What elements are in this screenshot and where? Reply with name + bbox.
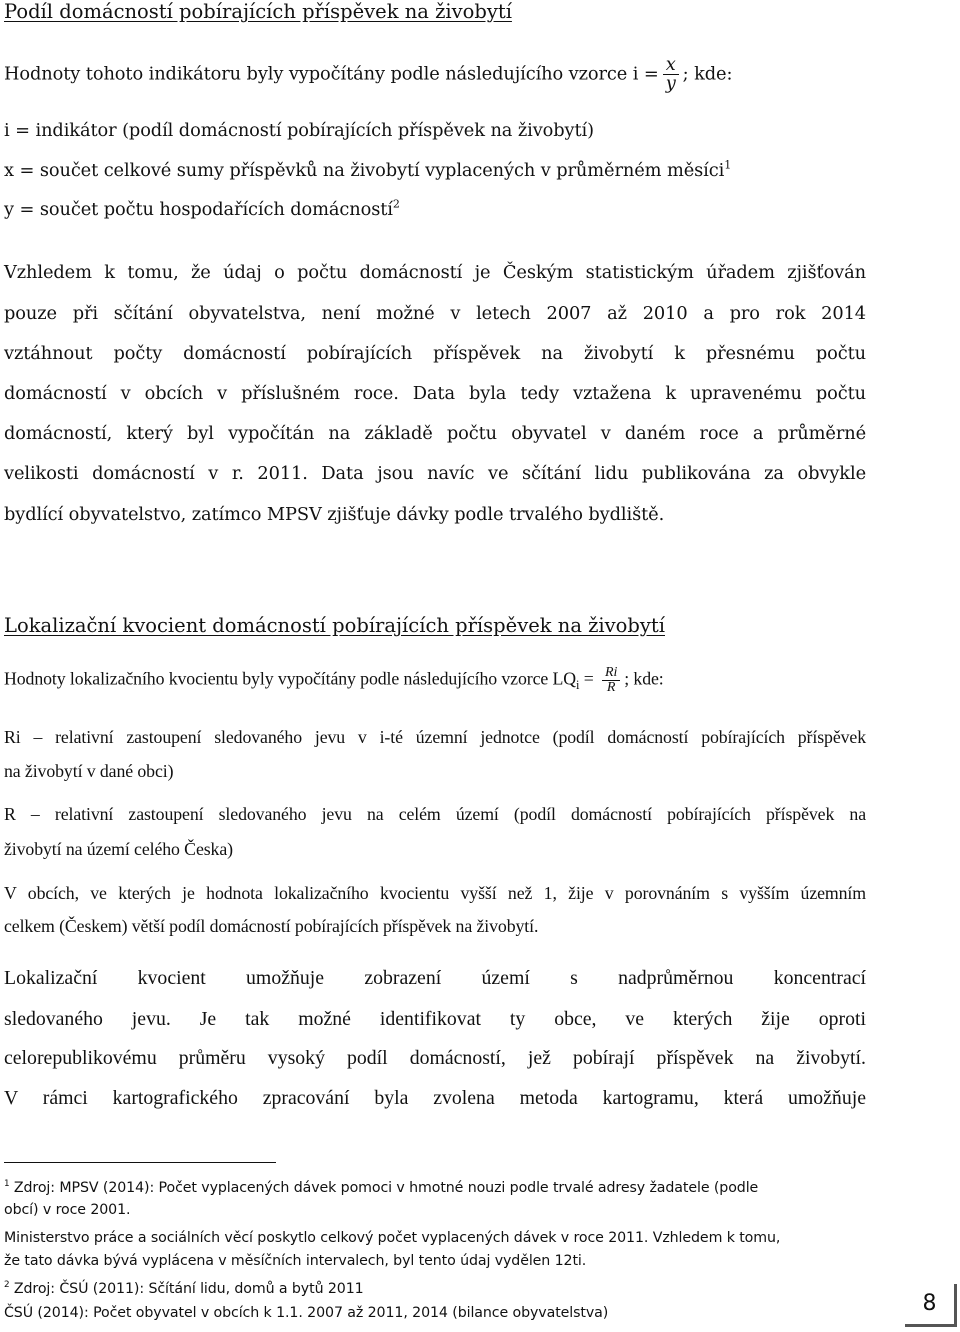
formula-fraction-ri-r	[602, 666, 620, 695]
para-line: velikosti domácností v r. 2011. Data jsou navíc ve sčítání lidu publikována za obvykle	[4, 463, 866, 484]
r-line: R – relativní zastoupení sledovaného jevu na celém území (podíl domácností pobírajících příspěvek na	[4, 804, 866, 824]
footnote-1-cont: obcí) v roce 2001.	[4, 1202, 131, 1218]
section-heading-2: Lokalizační kvocient domácností pobírajících příspěvek na živobytí	[4, 614, 665, 637]
definition-i: i = indikátor (podíl domácností pobírajících příspěvek na živobytí)	[4, 120, 594, 141]
footnote-1-extra: Ministerstvo práce a sociálních věcí poskytlo celkový počet vyplacených dávek v roce 2011. Vzhledem k tomu,	[4, 1230, 781, 1246]
footnote-ref-2: 2	[392, 197, 400, 211]
para-line: Vzhledem k tomu, že údaj o počtu domácností je Českým statistickým úřadem zjišťován	[4, 262, 866, 283]
ri-line: na živobytí v dané obci)	[4, 761, 174, 781]
para-line: pouze při sčítání obyvatelstva, není možné v letech 2007 až 2010 a pro rok 2014	[4, 303, 866, 324]
definition-x	[4, 160, 731, 181]
definition-x-text: x = součet celkové sumy příspěvků na živobytí vyplacených v průměrném měsíci	[4, 160, 725, 181]
para-line: vztáhnout počty domácností pobírajících příspěvek na živobytí k přesnému počtu	[4, 343, 866, 364]
definition-y	[4, 199, 400, 220]
footnote-1-text: Zdroj: MPSV (2014): Počet vyplacených dávek pomoci v hmotné nouzi podle trvalé adresy žadatele (podle	[9, 1180, 759, 1196]
formula-numerator: Ri	[602, 666, 620, 681]
r-line: živobytí na území celého Česka)	[4, 839, 233, 859]
formula-line-1	[4, 56, 732, 93]
v-line: V obcích, ve kterých je hodnota lokalizačního kvocientu vyšší než 1, žije v porovnáním s vyšším územním	[4, 883, 866, 903]
formula-numerator: x	[663, 56, 679, 75]
footnote-1	[4, 1180, 758, 1196]
formula-where-2: ; kde:	[624, 668, 664, 689]
definition-y-text: y = součet počtu hospodařících domácností	[4, 199, 393, 220]
footnote-2	[4, 1281, 364, 1297]
v-line: celkem (Českem) větší podíl domácností pobírajících příspěvek na živobytí.	[4, 916, 539, 936]
formula-denominator: R	[606, 680, 616, 695]
formula-denominator: y	[665, 72, 676, 94]
formula-line-2	[4, 666, 664, 695]
formula-equals: =	[579, 668, 598, 689]
lq-line: Lokalizační kvocient umožňuje zobrazení území s nadprůměrnou koncentrací	[4, 967, 866, 989]
ri-line: Ri – relativní zastoupení sledovaného jevu v i-té územní jednotce (podíl domácností pobírajících příspěvek	[4, 727, 866, 747]
page-number: 8	[905, 1284, 957, 1327]
footnote-2-marker: 2	[4, 1279, 10, 1290]
footnote-2-text: Zdroj: ČSÚ (2011): Sčítání lidu, domů a bytů 2011	[9, 1281, 364, 1297]
para-line: domácností v obcích v příslušném roce. Data byla tedy vztažena k upravenému počtu	[4, 383, 866, 404]
footnote-ref-1: 1	[724, 158, 732, 172]
lq-line: celorepublikovému průměru vysoký podíl domácností, jež pobírají příspěvek na živobytí.	[4, 1047, 866, 1069]
para-line: domácností, který byl vypočítán na základě počtu obyvatel v daném roce a průměrné	[4, 423, 866, 444]
footnote-1-extra: že tato dávka bývá vyplácena v měsíčních intervalech, byl tento údaj vydělen 12ti.	[4, 1253, 587, 1269]
para-line: bydlící obyvatelstvo, zatímco MPSV zjišťuje dávky podle trvalého bydliště.	[4, 504, 665, 525]
lq-line: V rámci kartografického zpracování byla zvolena metoda kartogramu, která umožňuje	[4, 1087, 866, 1109]
formula-subscript: i	[576, 678, 580, 693]
lq-line: sledovaného jevu. Je tak možné identifikovat ty obce, ve kterých žije oproti	[4, 1008, 866, 1030]
section-heading-1: Podíl domácností pobírajících příspěvek na živobytí	[4, 0, 512, 23]
formula-where-1: ; kde:	[682, 63, 733, 85]
formula-fraction-x-y	[663, 56, 679, 93]
footnote-2-cont: ČSÚ (2014): Počet obyvatel v obcích k 1.1. 2007 až 2011, 2014 (bilance obyvatelstva)	[4, 1305, 609, 1321]
formula-intro-2: Hodnoty lokalizačního kvocientu byly vypočítány podle následujícího vzorce LQ	[4, 668, 577, 689]
footnote-divider	[4, 1162, 276, 1163]
footnote-1-marker: 1	[4, 1178, 10, 1189]
formula-intro-1: Hodnoty tohoto indikátoru byly vypočítány podle následujícího vzorce i =	[4, 63, 659, 85]
